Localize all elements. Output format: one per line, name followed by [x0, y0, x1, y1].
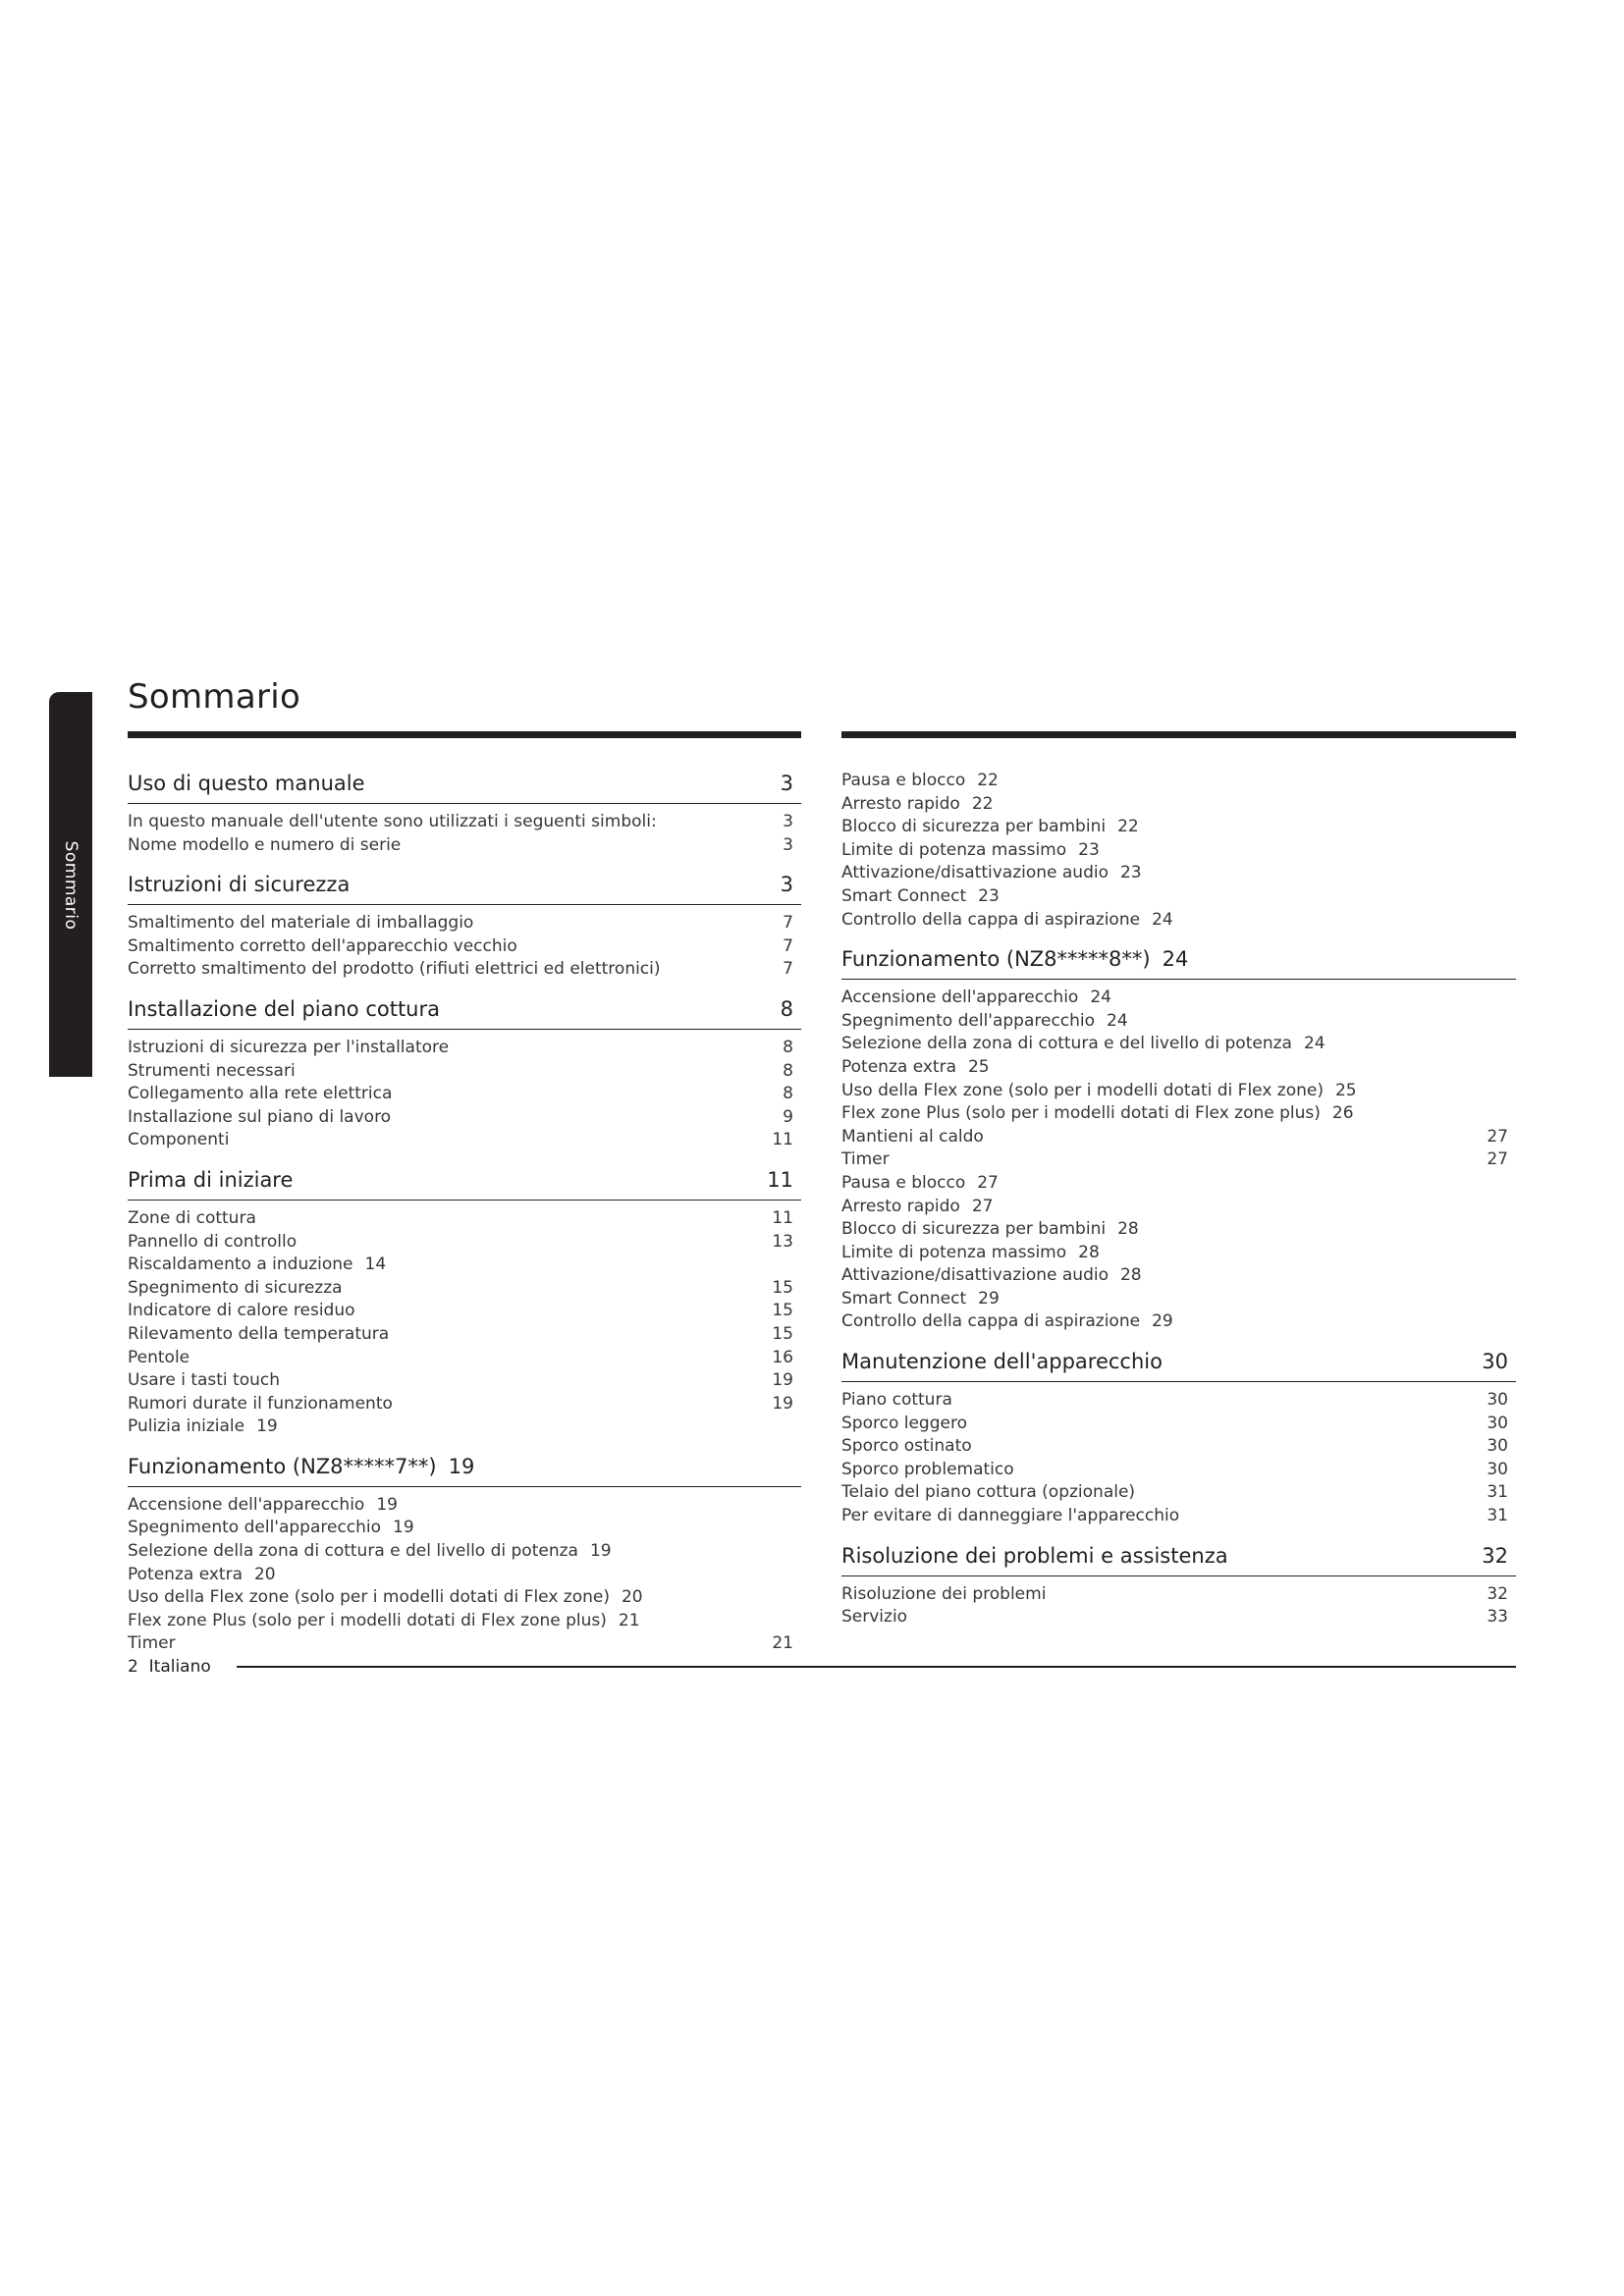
footer-rule [237, 1666, 1516, 1668]
toc-item-label: Riscaldamento a induzione [128, 1255, 353, 1275]
toc-items [128, 912, 801, 982]
toc-item-label: Limite di potenza massimo [841, 1242, 1067, 1262]
toc-item-page: 3 [783, 812, 793, 831]
toc-item[interactable] [128, 1393, 801, 1416]
toc-item-label: Flex zone Plus (solo per i modelli dotati di Flex zone plus) [128, 1610, 607, 1630]
section-page: 19 [448, 1454, 475, 1478]
toc-item-page: 30 [1487, 1459, 1508, 1479]
section-page: 3 [780, 772, 793, 795]
toc-item-page: 33 [1487, 1607, 1508, 1628]
toc-item-label: Corretto smaltimento del prodotto (rifiuti elettrici ed elettronici) [128, 959, 661, 980]
toc-item-label: Controllo della cappa di aspirazione [841, 1311, 1141, 1332]
toc-item-page: 25 [1334, 1080, 1357, 1100]
toc-item-label: Smart Connect [841, 885, 967, 906]
top-rule-left [128, 731, 801, 738]
toc-item-page: 19 [393, 1518, 414, 1538]
toc-item-label: Servizio [841, 1607, 908, 1628]
toc-item[interactable] [841, 1389, 1516, 1413]
toc-item-page: 30 [1487, 1413, 1508, 1433]
toc-item[interactable] [128, 1323, 801, 1347]
toc-item-page: 7 [783, 959, 793, 980]
section-page: 11 [767, 1167, 793, 1192]
toc-section [128, 770, 801, 857]
section-heading[interactable] [841, 945, 1516, 980]
section-heading[interactable] [128, 995, 801, 1030]
toc-item-label: Attivazione/disattivazione audio [841, 863, 1109, 883]
toc-item-label: Smaltimento corretto dell'apparecchio vecchio [128, 935, 517, 956]
toc-item-page: 32 [1487, 1583, 1508, 1604]
toc-item-label: Sporco leggero [841, 1413, 967, 1433]
toc-item-page: 24 [1090, 988, 1111, 1008]
toc-item-label: Sporco ostinato [841, 1436, 972, 1457]
section-title: Funzionamento (NZ8*****7**) [128, 1454, 437, 1478]
toc-item-page: 22 [971, 793, 994, 814]
toc-item-label: Selezione della zona di cottura e del livello di potenza [128, 1541, 578, 1562]
left-sections [128, 770, 801, 1656]
toc-section [841, 1348, 1516, 1528]
toc-item[interactable] [128, 1060, 801, 1084]
right-sections [841, 770, 1516, 1629]
toc-item[interactable] [128, 1106, 801, 1130]
toc-item-label: Selezione della zona di cottura e del livello di potenza [841, 1034, 1292, 1054]
toc-item-page: 14 [364, 1255, 387, 1275]
toc-item-page: 23 [1078, 839, 1100, 860]
toc-item-page: 19 [772, 1393, 793, 1414]
toc-item-page: 24 [1303, 1034, 1326, 1054]
toc-item-page: 31 [1487, 1506, 1508, 1526]
toc-item-page: 16 [772, 1347, 793, 1367]
toc-item-label: Spegnimento dell'apparecchio [128, 1518, 382, 1538]
toc-item-label: In questo manuale dell'utente sono utilizzati i seguenti simboli: [128, 812, 657, 831]
toc-item-page: 15 [772, 1301, 793, 1321]
toc-item-label: Per evitare di danneggiare l'apparecchio [841, 1506, 1180, 1526]
toc-items [128, 1494, 801, 1656]
toc-item[interactable] [128, 1540, 801, 1564]
toc-item[interactable] [841, 1218, 1516, 1242]
toc-items [841, 1583, 1516, 1629]
toc-item-label: Collegamento alla rete elettrica [128, 1084, 393, 1104]
toc-item-page: 22 [1117, 817, 1139, 837]
toc-item-label: Timer [841, 1149, 890, 1170]
section-page: 24 [1162, 947, 1189, 972]
toc-item-page: 30 [1487, 1436, 1508, 1457]
footer-page-number: 2 [128, 1657, 138, 1677]
section-heading[interactable] [841, 1348, 1516, 1382]
toc-item[interactable] [841, 1126, 1516, 1149]
section-title: Installazione del piano cottura [128, 996, 440, 1021]
toc-item-page: 23 [978, 885, 1000, 906]
toc-section [841, 770, 1516, 932]
toc-item-label: Flex zone Plus (solo per i modelli dotati di Flex zone plus) [841, 1103, 1321, 1124]
toc-section [841, 945, 1516, 1334]
footer-language: Italiano [148, 1657, 211, 1677]
toc-item-label: Pulizia iniziale [128, 1416, 245, 1437]
toc-item-label: Telaio del piano cottura (opzionale) [841, 1482, 1136, 1503]
section-page: 32 [1482, 1543, 1508, 1568]
toc-item-page: 19 [256, 1416, 278, 1437]
toc-item-label: Sporco problematico [841, 1459, 1014, 1479]
toc-item[interactable] [128, 1129, 801, 1152]
toc-section [841, 1542, 1516, 1629]
toc-item-page: 8 [783, 1060, 793, 1081]
top-rule-right [841, 731, 1516, 738]
toc-item-label: Uso della Flex zone (solo per i modelli dotati di Flex zone) [128, 1587, 610, 1608]
toc-item[interactable] [841, 1033, 1516, 1056]
toc-item-page: 15 [772, 1277, 793, 1298]
toc-item[interactable] [841, 1606, 1516, 1629]
section-title: Risoluzione dei problemi e assistenza [841, 1543, 1228, 1568]
toc-item-page: 19 [589, 1541, 612, 1562]
toc-item[interactable] [841, 1010, 1516, 1034]
toc-item-label: Controllo della cappa di aspirazione [841, 909, 1141, 930]
toc-item-page: 27 [971, 1196, 994, 1216]
toc-item[interactable] [841, 1080, 1516, 1103]
toc-item[interactable] [128, 1277, 801, 1301]
toc-section [128, 995, 801, 1152]
toc-item[interactable] [128, 958, 801, 982]
toc-item[interactable] [841, 909, 1516, 933]
toc-item[interactable] [128, 1037, 801, 1060]
toc-item[interactable] [841, 885, 1516, 909]
toc-item-label: Spegnimento dell'apparecchio [841, 1010, 1096, 1031]
section-heading[interactable] [128, 1453, 801, 1487]
toc-item[interactable] [128, 1494, 801, 1518]
toc-items [841, 770, 1516, 932]
toc-item[interactable] [841, 1196, 1516, 1219]
toc-items [841, 1389, 1516, 1528]
toc-item-page: 19 [376, 1494, 398, 1515]
toc-items [128, 1207, 801, 1439]
toc-item-page: 19 [772, 1370, 793, 1391]
toc-items [841, 987, 1516, 1334]
toc-item-page: 8 [783, 1084, 793, 1104]
footer-label [128, 1657, 211, 1677]
toc-item-label: Strumenti necessari [128, 1060, 296, 1081]
toc-item-label: Pannello di controllo [128, 1231, 298, 1252]
toc-item-page: 27 [1487, 1126, 1508, 1147]
page-footer [128, 1657, 1516, 1677]
toc-item-label: Potenza extra [841, 1056, 956, 1077]
toc-item-page: 15 [772, 1323, 793, 1344]
section-page: 3 [780, 873, 793, 897]
toc-items [128, 811, 801, 857]
toc-item-label: Indicatore di calore residuo [128, 1301, 355, 1321]
toc-item-label: Pausa e blocco [841, 771, 966, 790]
toc-item-page: 8 [783, 1037, 793, 1057]
toc-item[interactable] [128, 1415, 801, 1439]
toc-item[interactable] [841, 1056, 1516, 1080]
toc-item[interactable] [841, 1148, 1516, 1172]
section-page: 8 [780, 996, 793, 1021]
toc-item-page: 7 [783, 913, 793, 934]
toc-item[interactable] [841, 1505, 1516, 1528]
toc-right-column [841, 731, 1516, 1643]
toc-item[interactable] [841, 770, 1516, 793]
toc-item-label: Rilevamento della temperatura [128, 1323, 390, 1344]
toc-item[interactable] [128, 1254, 801, 1277]
toc-item-page: 13 [772, 1231, 793, 1252]
page-title: Sommario [128, 677, 301, 717]
toc-item[interactable] [128, 935, 801, 959]
toc-item[interactable] [841, 862, 1516, 885]
toc-item-label: Zone di cottura [128, 1207, 256, 1228]
toc-section [128, 1166, 801, 1439]
toc-item-label: Risoluzione dei problemi [841, 1583, 1047, 1604]
toc-item-label: Pausa e blocco [841, 1172, 966, 1193]
toc-item-page: 7 [783, 935, 793, 956]
toc-section [128, 871, 801, 982]
toc-item[interactable] [841, 1459, 1516, 1482]
toc-item[interactable] [128, 1632, 801, 1656]
toc-item-label: Accensione dell'apparecchio [128, 1494, 365, 1515]
toc-item-page: 11 [772, 1207, 793, 1228]
toc-item[interactable] [128, 1300, 801, 1323]
toc-item-label: Installazione sul piano di lavoro [128, 1106, 392, 1127]
toc-item-label: Smaltimento del materiale di imballaggio [128, 913, 474, 934]
toc-item-label: Attivazione/disattivazione audio [841, 1265, 1109, 1286]
toc-item-page: 30 [1487, 1390, 1508, 1411]
toc-item[interactable] [841, 839, 1516, 863]
toc-item-page: 21 [618, 1610, 640, 1630]
section-title: Manutenzione dell'apparecchio [841, 1350, 1163, 1374]
toc-item-page: 21 [772, 1633, 793, 1654]
toc-item-page: 23 [1119, 863, 1142, 883]
toc-item-label: Componenti [128, 1130, 230, 1150]
toc-item-page: 3 [783, 834, 793, 855]
toc-item-label: Pentole [128, 1347, 190, 1367]
toc-item-label: Blocco di sicurezza per bambini [841, 1219, 1107, 1240]
toc-item-label: Istruzioni di sicurezza per l'installatore [128, 1037, 450, 1057]
toc-item[interactable] [128, 1610, 801, 1633]
toc-item-label: Potenza extra [128, 1564, 243, 1584]
section-heading[interactable] [128, 770, 801, 804]
toc-item-page: 11 [772, 1130, 793, 1150]
section-title: Prima di iniziare [128, 1167, 294, 1192]
toc-item-page: 29 [978, 1288, 1000, 1308]
toc-item-label: Limite di potenza massimo [841, 839, 1067, 860]
section-page: 30 [1482, 1350, 1508, 1374]
toc-items [128, 1037, 801, 1152]
toc-item-page: 9 [783, 1106, 793, 1127]
toc-item[interactable] [841, 793, 1516, 817]
toc-item-label: Timer [128, 1633, 176, 1654]
toc-item-label: Spegnimento di sicurezza [128, 1277, 343, 1298]
toc-item[interactable] [128, 1517, 801, 1540]
toc-item-label: Piano cottura [841, 1390, 952, 1411]
toc-item-page: 20 [253, 1564, 276, 1584]
toc-item-label: Nome modello e numero di serie [128, 834, 402, 855]
toc-item[interactable] [128, 1083, 801, 1106]
toc-item[interactable] [841, 1242, 1516, 1265]
toc-item-page: 28 [1117, 1219, 1139, 1240]
toc-item-label: Mantieni al caldo [841, 1126, 984, 1147]
toc-item[interactable] [841, 816, 1516, 839]
toc-item-label: Uso della Flex zone (solo per i modelli dotati di Flex zone) [841, 1080, 1324, 1100]
toc-item[interactable] [128, 1586, 801, 1610]
toc-item-page: 29 [1152, 1311, 1173, 1332]
toc-item[interactable] [841, 1102, 1516, 1126]
toc-item-page: 27 [977, 1172, 999, 1193]
toc-section [128, 1453, 801, 1656]
toc-item[interactable] [128, 1564, 801, 1587]
toc-item-label: Smart Connect [841, 1288, 967, 1308]
toc-item[interactable] [841, 1264, 1516, 1288]
toc-item-page: 31 [1487, 1482, 1508, 1503]
toc-item[interactable] [128, 912, 801, 935]
toc-item[interactable] [841, 987, 1516, 1010]
toc-item-page: 27 [1487, 1149, 1508, 1170]
toc-item[interactable] [841, 1435, 1516, 1459]
toc-item-label: Blocco di sicurezza per bambini [841, 817, 1107, 837]
section-title: Uso di questo manuale [128, 772, 365, 795]
toc-item[interactable] [841, 1288, 1516, 1311]
toc-item-page: 20 [621, 1587, 643, 1608]
toc-item-label: Arresto rapido [841, 1196, 960, 1216]
toc-item-page: 22 [977, 771, 999, 790]
section-heading[interactable] [128, 1166, 801, 1201]
toc-left-column [128, 731, 801, 1670]
toc-item[interactable] [128, 1347, 801, 1370]
toc-item-label: Arresto rapido [841, 793, 960, 814]
toc-item-page: 25 [967, 1056, 990, 1077]
toc-item-label: Rumori durate il funzionamento [128, 1393, 393, 1414]
toc-item[interactable] [841, 1310, 1516, 1334]
toc-item-label: Usare i tasti touch [128, 1370, 281, 1391]
toc-item-page: 28 [1119, 1265, 1142, 1286]
side-tab-label: Sommario [61, 840, 81, 931]
toc-item[interactable] [841, 1583, 1516, 1607]
toc-item-page: 24 [1107, 1010, 1128, 1031]
toc-item[interactable] [128, 811, 801, 834]
toc-item-page: 24 [1152, 909, 1173, 930]
toc-item-page: 26 [1331, 1103, 1354, 1124]
toc-item[interactable] [841, 1413, 1516, 1436]
toc-item-page: 28 [1078, 1242, 1100, 1262]
toc-item[interactable] [841, 1172, 1516, 1196]
toc-item[interactable] [128, 834, 801, 858]
section-title: Istruzioni di sicurezza [128, 873, 351, 897]
toc-item[interactable] [128, 1207, 801, 1231]
toc-item-label: Accensione dell'apparecchio [841, 988, 1079, 1008]
section-title: Funzionamento (NZ8*****8**) [841, 947, 1151, 972]
section-heading[interactable] [128, 871, 801, 905]
toc-item[interactable] [128, 1231, 801, 1255]
toc-item[interactable] [128, 1369, 801, 1393]
section-heading[interactable] [841, 1542, 1516, 1576]
toc-item[interactable] [841, 1481, 1516, 1505]
